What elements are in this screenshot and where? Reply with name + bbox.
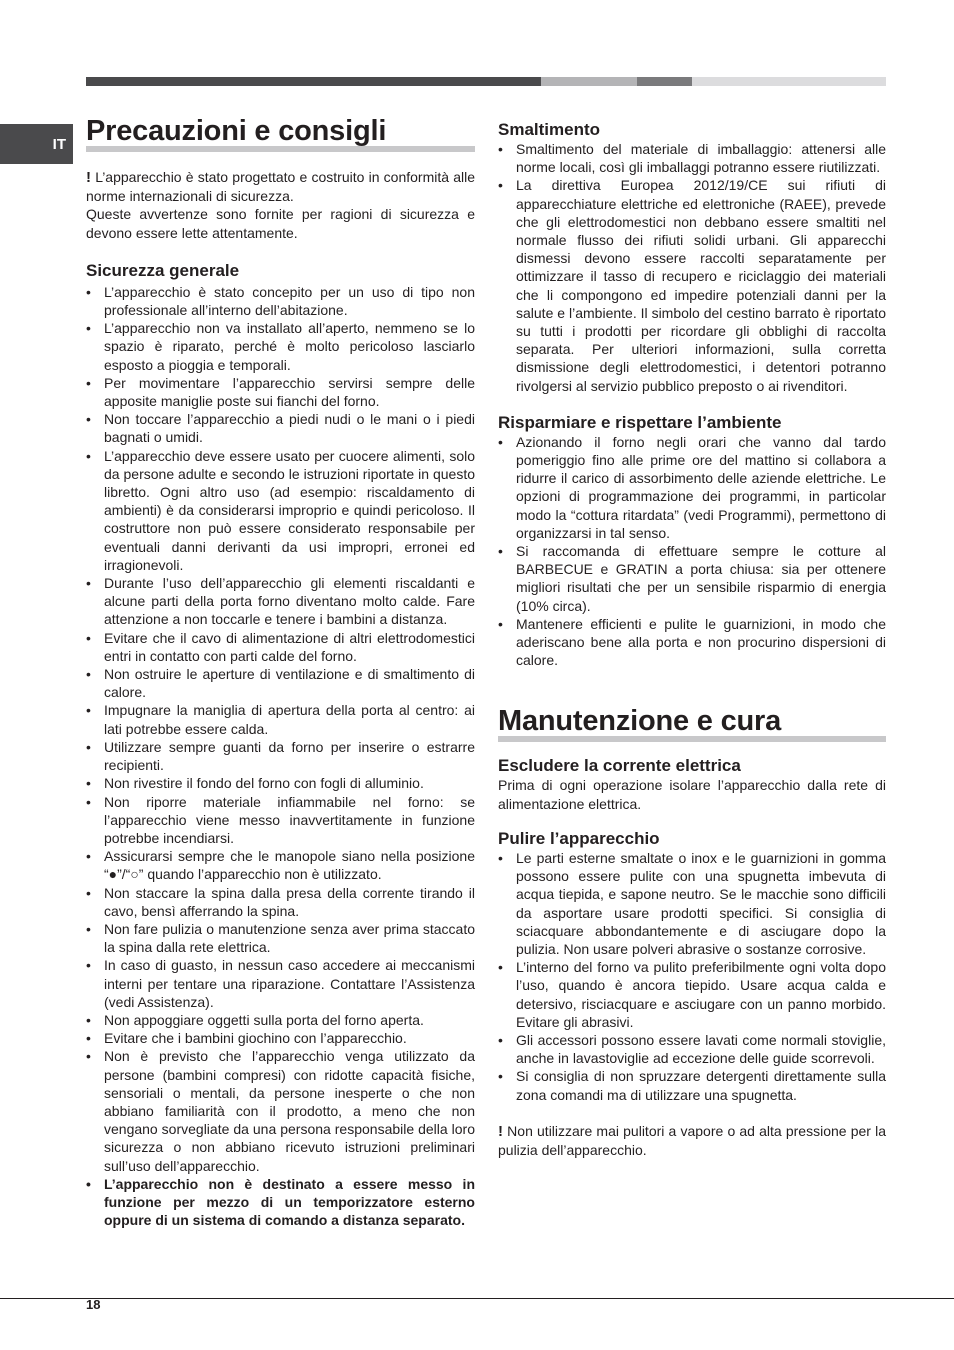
- header-bar-segment: [692, 77, 886, 86]
- language-tab: IT: [0, 124, 73, 164]
- environment-list: [498, 433, 886, 670]
- power-paragraph: Prima di ogni operazione isolare l’apparecchio dalla rete di alimentazione elettrica.: [498, 777, 886, 812]
- cleaning-warning: [498, 1122, 886, 1159]
- list-item: • Gli accessori possono essere lavati come normali stoviglie, anche in lavastoviglie ad eccezione delle guide scorrevoli.: [498, 1031, 886, 1067]
- header-bar-segment: [637, 77, 692, 86]
- list-item: • Non riporre materiale infiammabile nel forno: se l’apparecchio viene messo inavvertitamente in funzione potrebbe incendiarsi.: [86, 793, 475, 848]
- intro-text: L’apparecchio è stato progettato e costruito in conformità alle norme internazionali di sicurezza.: [86, 169, 475, 205]
- disposal-list: [498, 140, 886, 395]
- list-item: • Durante l’uso dell’apparecchio gli elementi riscaldanti e alcune parti della porta forno diventano molto calde. Fare attenzione a non toccarle e tenere i bambini a distanza.: [86, 574, 475, 629]
- subsection-title-cleaning: Pulire l’apparecchio: [498, 828, 660, 848]
- page-number: 18: [86, 1297, 101, 1312]
- section-title-maintenance: Manutenzione e cura: [498, 706, 886, 742]
- list-item: • Assicurarsi sempre che le manopole siano nella posizione “●”/“○” quando l’apparecchio non è utilizzato.: [86, 847, 475, 883]
- list-item: • Si raccomanda di effettuare sempre le cotture al BARBECUE e GRATIN a porta chiusa: sia per ottenere migliori risultati che per un sensibile risparmio di energia (10% circa).: [498, 542, 886, 615]
- warning-mark: !: [86, 169, 91, 186]
- header-bar-segment: [86, 77, 541, 86]
- general-safety-list: [86, 283, 475, 1230]
- list-item: • La direttiva Europea 2012/19/CE sui rifiuti di apparecchiature elettriche ed elettroniche (RAEE), prevede che gli elettrodomestici non debbano essere smaltiti nel normale flusso dei rifiuti solidi urbani. Gli apparecchi dismessi devono essere raccolti separatamente per ottimizzare il tasso di recupero e riciclaggio dei materiali che li compongono ed impedire potenziali danni per la salute e l’ambiente. Il simbolo del cestino barrato è riportato su tutti i prodotti per ricordare gli obblighi di raccolta separata. Per ulteriori informazioni, sulla corretta dismissione degli elettrodomestici, i detentori potranno rivolgersi al servizio pubblico preposto o ai rivenditori.: [498, 176, 886, 394]
- list-item: • Smaltimento del materiale di imballaggio: attenersi alle norme locali, così gli imballaggi potranno essere riutilizzati.: [498, 140, 886, 176]
- list-item: • L’apparecchio deve essere usato per cuocere alimenti, solo da persone adulte e secondo le istruzioni riportate in questo libretto. Ogni altro uso (ad esempio: riscaldamento di ambienti) è da considerarsi improprio e quindi pericoloso. Il costruttore non può essere considerato responsabile per eventuali danni derivanti da usi impropri, erronei ed irragionevoli.: [86, 447, 475, 574]
- list-item: • Non rivestire il fondo del forno con fogli di alluminio.: [86, 774, 475, 792]
- list-item: • Impugnare la maniglia di apertura della porta al centro: ai lati potrebbe essere calda.: [86, 701, 475, 737]
- list-item: • In caso di guasto, in nessun caso accedere ai meccanismi interni per tentare una riparazione. Contattare l’Assistenza (vedi Assistenza).: [86, 956, 475, 1011]
- list-item: • Si consiglia di non spruzzare detergenti direttamente sulla zona comandi ma di utilizzare una spugnetta.: [498, 1067, 886, 1103]
- list-item: • L’apparecchio non va installato all’aperto, nemmeno se lo spazio è riparato, perché è molto pericoloso lasciarlo esposto a pioggia e temporali.: [86, 319, 475, 374]
- right-column: [498, 120, 886, 1159]
- intro-paragraph: [86, 168, 475, 205]
- list-item: • Per movimentare l’apparecchio servirsi sempre delle apposite maniglie poste sui fianchi del forno.: [86, 374, 475, 410]
- list-item: • Non toccare l’apparecchio a piedi nudi o le mani o i piedi bagnati o umidi.: [86, 410, 475, 446]
- footer-divider: [0, 1298, 954, 1299]
- list-item: • Evitare che il cavo di alimentazione di altri elettrodomestici entri in contatto con parti calde del forno.: [86, 629, 475, 665]
- cleaning-warning-text: Non utilizzare mai pulitori a vapore o ad alta pressione per la pulizia dell’apparecchio.: [498, 1122, 887, 1158]
- list-item: • Non staccare la spina dalla presa della corrente tirando il cavo, bensì afferrando la spina.: [86, 884, 475, 920]
- warning-mark: !: [498, 1122, 503, 1140]
- subsection-title-power: Escludere la corrente elettrica: [498, 756, 741, 776]
- section-title-precautions: Precauzioni e consigli: [86, 116, 475, 152]
- list-item: • Le parti esterne smaltate o inox e le guarnizioni in gomma possono essere pulite con una spugnetta imbevuta di acqua tiepida, e sapone neutro. Se le macchie sono difficili da asportare usare prodotti specifici. Si consiglia di sciacquare abbondantemente e di asciugare dopo la pulizia. Non usare polveri abrasive o sostanze corrosive.: [498, 849, 886, 958]
- cleaning-list: [498, 849, 886, 1104]
- intro-paragraph-2: Queste avvertenze sono fornite per ragioni di sicurezza e devono essere lette attentamente.: [86, 206, 475, 241]
- list-item: • Evitare che i bambini giochino con l’apparecchio.: [86, 1029, 475, 1047]
- list-item-bold: • L’apparecchio non è destinato a essere messo in funzione per mezzo di un temporizzatore esterno oppure di un sistema di comando a distanza separato.: [86, 1175, 475, 1230]
- header-bar-segment: [541, 77, 637, 86]
- subsection-title-disposal: Smaltimento: [498, 120, 601, 139]
- list-item: • L’apparecchio è stato concepito per un uso di tipo non professionale all’interno dell’abitazione.: [86, 283, 475, 319]
- list-item: • Non ostruire le aperture di ventilazione e di smaltimento di calore.: [86, 665, 475, 701]
- left-column: [86, 116, 475, 1229]
- subsection-title-environment: Risparmiare e rispettare l’ambiente: [498, 412, 782, 432]
- list-item: • L’interno del forno va pulito preferibilmente ogni volta dopo l’uso, quando è ancora tiepido. Usare acqua calda e detersivo, risciacquare e asciugare con un panno morbido. Evitare gli abrasivi.: [498, 958, 886, 1031]
- header-color-bar: [86, 77, 886, 86]
- list-item: • Non è previsto che l’apparecchio venga utilizzato da persone (bambini compresi) con ridotte capacità fisiche, sensoriali o mentali, da persone inesperte o che non abbiano familiarità con il prodotto, a meno che non vengano sorvegliate da una persona responsabile della loro sicurezza o non abbiano ricevuto istruzioni preliminari sull’uso dell’apparecchio.: [86, 1047, 475, 1174]
- list-item: • Azionando il forno negli orari che vanno dal tardo pomeriggio fino alle prime ore del mattino si collabora a ridurre il carico di assorbimento delle aziende elettriche. Le opzioni di programmazione dei programmi, in particolar modo la “cottura ritardata” (vedi Programmi), permettono di organizzarsi in tal senso.: [498, 433, 886, 542]
- subsection-title-general-safety: Sicurezza generale: [86, 260, 240, 280]
- list-item: • Non appoggiare oggetti sulla porta del forno aperta.: [86, 1011, 475, 1029]
- list-item: • Non fare pulizia o manutenzione senza aver prima staccato la spina dalla rete elettrica.: [86, 920, 475, 956]
- list-item: • Utilizzare sempre guanti da forno per inserire o estrarre recipienti.: [86, 738, 475, 774]
- list-item: • Mantenere efficienti e pulite le guarnizioni, in modo che aderiscano bene alla porta e non procurino dispersioni di calore.: [498, 615, 886, 670]
